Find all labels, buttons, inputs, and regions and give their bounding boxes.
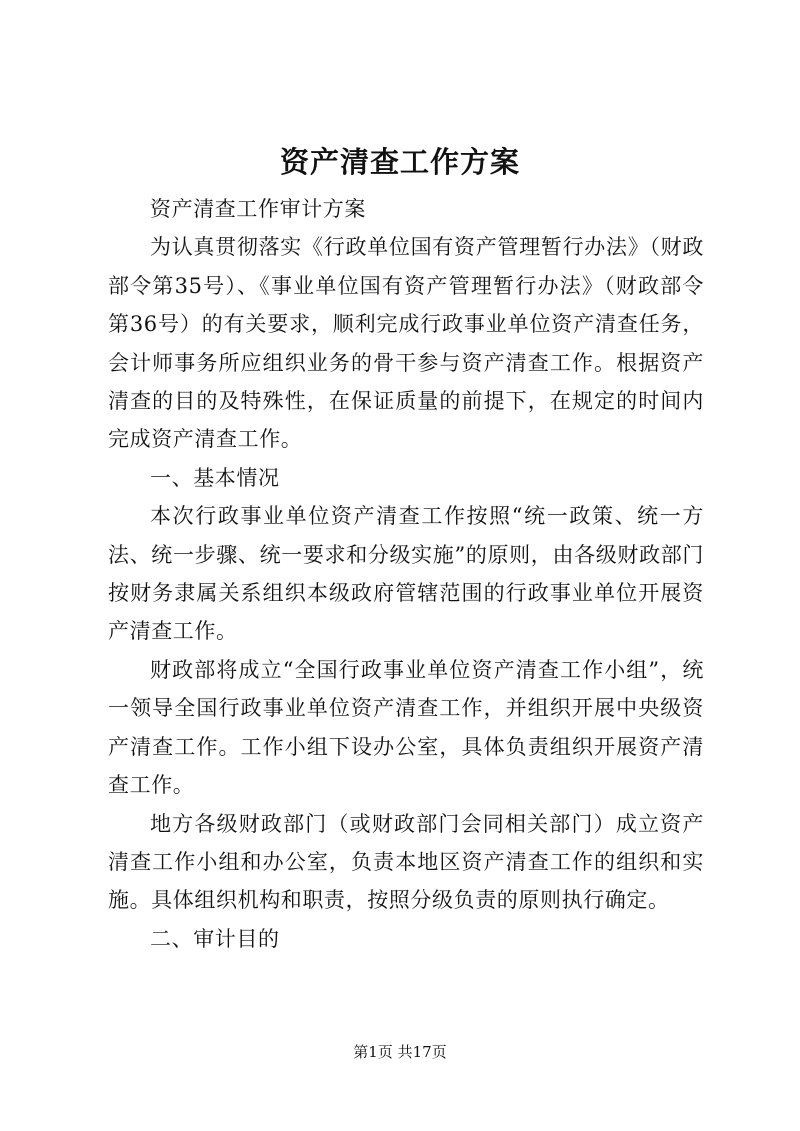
paragraph-intro: 为认真贯彻落实《行政单位国有资产管理暂行办法》（财政部令第35号）、《事业单位国有资产管理暂行办法》（财政部令第36号）的有关要求，顺利完成行政事业单位资产清查任务，会计师事务所应组织业务的骨干参与资产清查工作。根据资产清查的目的及特殊性，在保证质量的前提下，在规定的时间内完成资产清查工作。 xyxy=(108,235,704,452)
section-heading-audit-purpose: 二、审计目的 xyxy=(150,926,280,951)
paragraph-ministry-group: 财政部将成立“全国行政事业单位资产清查工作小组”，统一领导全国行政事业单位资产清查工作，并组织开展中央级资产清查工作。工作小组下设办公室，具体负责组织开展资产清查工作。 xyxy=(108,657,704,798)
paragraph-local-departments: 地方各级财政部门（或财政部门会同相关部门）成立资产清查工作小组和办公室，负责本地区资产清查工作的组织和实施。具体组织机构和职责，按照分级负责的原则执行确定。 xyxy=(108,811,704,913)
paragraph-principles: 本次行政事业单位资产清查工作按照“统一政策、统一方法、统一步骤、统一要求和分级实施”的原则，由各级财政部门按财务隶属关系组织本级政府管辖范围的行政事业单位开展资产清查工作。 xyxy=(108,504,704,644)
document-body xyxy=(108,190,704,958)
section-heading-basic-situation: 一、基本情况 xyxy=(150,465,280,490)
document-title: 资产清查工作方案 xyxy=(279,145,520,179)
paragraph-subtitle: 资产清查工作审计方案 xyxy=(150,197,366,221)
page-number-footer: 第1页 共17页 xyxy=(353,1043,447,1061)
